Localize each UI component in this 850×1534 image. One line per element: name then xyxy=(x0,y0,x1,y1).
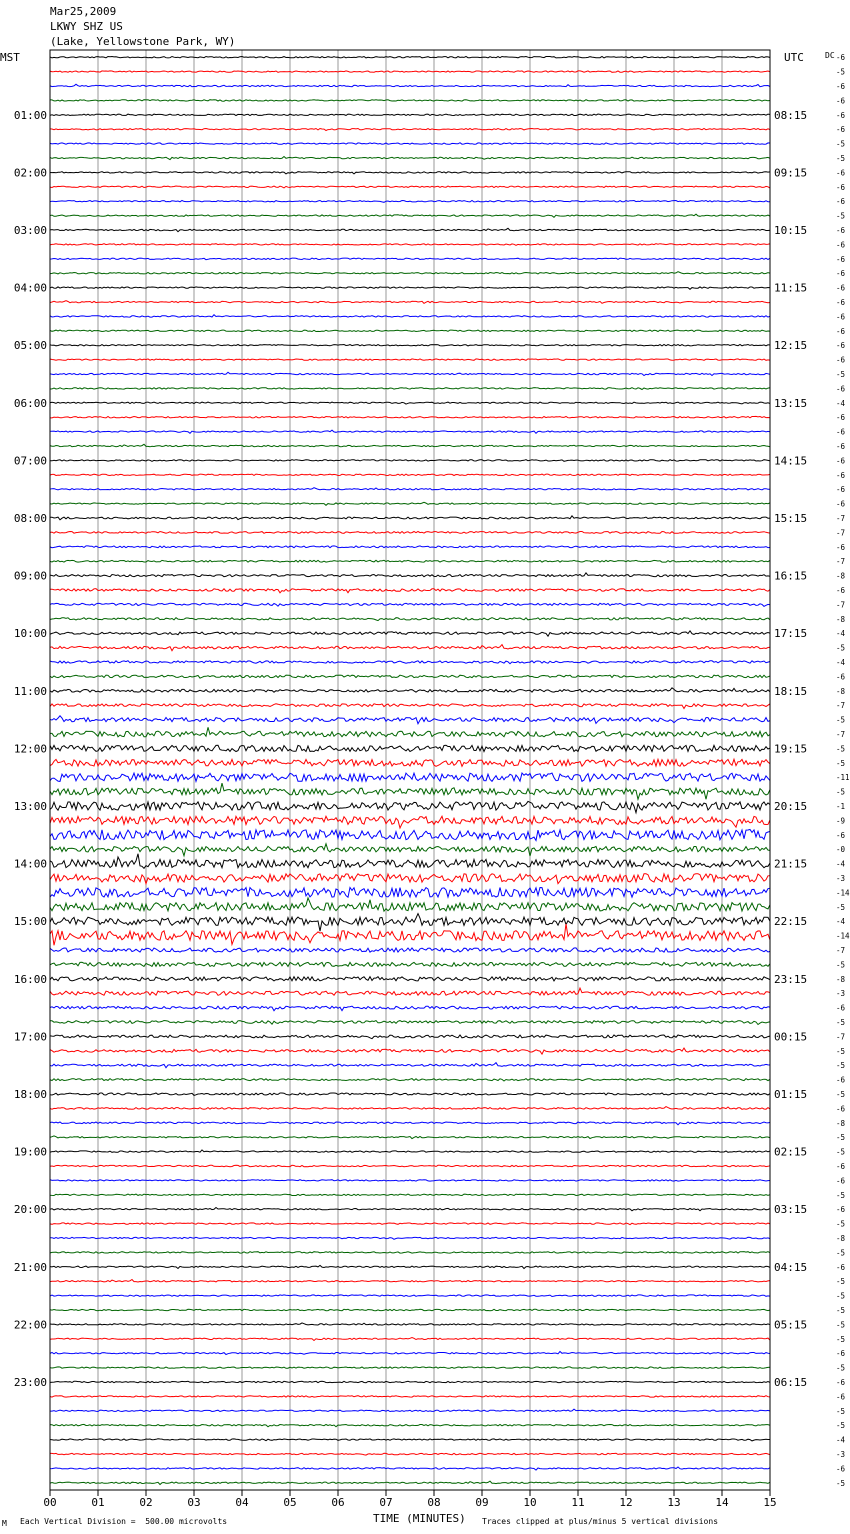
trace-82 xyxy=(50,1237,770,1239)
x-tick-label: 13 xyxy=(667,1496,681,1509)
dc-label: DC xyxy=(825,51,835,60)
right-hour-label: 05:15 xyxy=(774,1318,808,1332)
right-hour-label: 15:15 xyxy=(774,512,808,525)
dc-offset-label: -6 xyxy=(836,269,846,279)
dc-offset-label: -6 xyxy=(836,1003,846,1013)
dc-offset-label: -4 xyxy=(836,658,846,667)
left-hour-label: 01:00 xyxy=(13,108,47,122)
right-hour-label: 18:15 xyxy=(774,684,808,698)
dc-offset-label: -6 xyxy=(836,586,846,595)
dc-offset-label: -5 xyxy=(836,370,846,379)
dc-offset-label: -5 xyxy=(836,1291,846,1301)
left-hour-label: 08:00 xyxy=(13,512,47,525)
trace-70 xyxy=(50,1063,770,1068)
trace-24 xyxy=(50,402,770,404)
trace-19 xyxy=(50,330,770,331)
trace-71 xyxy=(50,1079,770,1081)
trace-26 xyxy=(50,430,770,433)
left-hour-label: 17:00 xyxy=(13,1030,47,1044)
trace-86 xyxy=(50,1295,770,1297)
trace-77 xyxy=(50,1165,770,1166)
trace-61 xyxy=(50,924,770,945)
trace-31 xyxy=(50,502,770,505)
trace-66 xyxy=(50,1006,770,1011)
trace-99 xyxy=(50,1481,770,1484)
trace-92 xyxy=(50,1381,770,1382)
right-hour-label: 10:15 xyxy=(774,224,808,237)
left-hour-label: 22:00 xyxy=(13,1318,47,1332)
trace-29 xyxy=(50,474,770,475)
dc-offset-label: -5 xyxy=(836,1147,846,1157)
trace-65 xyxy=(50,988,770,995)
dc-offset-label: -6 xyxy=(836,470,846,480)
trace-9 xyxy=(50,186,770,188)
left-hour-label: 07:00 xyxy=(13,454,47,468)
dc-offset-label: -5 xyxy=(836,1090,846,1099)
trace-94 xyxy=(50,1409,770,1411)
trace-84 xyxy=(50,1265,770,1268)
dc-offset-label: -5 xyxy=(836,1190,846,1200)
trace-25 xyxy=(50,416,770,418)
dc-offset-label: -8 xyxy=(836,1234,846,1243)
dc-offset-label: -4 xyxy=(836,859,846,869)
dc-offset-label: -6 xyxy=(836,82,846,91)
dc-offset-label: -6 xyxy=(836,456,846,466)
dc-offset-label: -6 xyxy=(836,96,846,106)
dc-offset-label: -8 xyxy=(836,1118,846,1128)
trace-64 xyxy=(50,977,770,981)
trace-98 xyxy=(50,1467,770,1470)
trace-90 xyxy=(50,1352,770,1355)
trace-33 xyxy=(50,532,770,534)
trace-1 xyxy=(50,71,770,72)
trace-23 xyxy=(50,388,770,390)
dc-offset-label: -0 xyxy=(836,845,846,855)
dc-offset-label: -6 xyxy=(836,197,846,207)
dc-offset-label: -6 xyxy=(836,485,846,495)
dc-offset-label: -5 xyxy=(836,1320,846,1330)
dc-offset-label: -6 xyxy=(836,226,846,235)
right-hour-label: 16:15 xyxy=(774,569,808,583)
dc-offset-label: -6 xyxy=(836,413,846,423)
left-hour-label: 23:00 xyxy=(13,1376,47,1389)
dc-offset-label: -6 xyxy=(836,355,846,365)
dc-offset-label: -6 xyxy=(836,125,846,135)
dc-offset-label: -5 xyxy=(836,154,846,163)
dc-offset-label: -5 xyxy=(836,1248,846,1258)
trace-18 xyxy=(50,315,770,317)
dc-offset-label: -5 xyxy=(836,1406,846,1416)
dc-offset-label: -7 xyxy=(836,946,846,955)
dc-offset-label: -11 xyxy=(836,773,850,783)
dc-offset-label: -6 xyxy=(836,1075,846,1085)
trace-97 xyxy=(50,1453,770,1455)
trace-0 xyxy=(50,57,770,58)
x-tick-label: 02 xyxy=(139,1496,153,1509)
right-hour-label: 11:15 xyxy=(774,281,808,295)
trace-91 xyxy=(50,1367,770,1368)
trace-59 xyxy=(50,898,770,911)
dc-offset-label: -5 xyxy=(836,1478,846,1488)
dc-offset-label: -3 xyxy=(836,989,846,999)
x-tick-label: 14 xyxy=(715,1496,729,1509)
trace-6 xyxy=(50,143,770,145)
trace-7 xyxy=(50,157,770,160)
dc-offset-label: -3 xyxy=(836,874,846,883)
trace-80 xyxy=(50,1208,770,1211)
right-hour-label: 21:15 xyxy=(774,857,808,871)
dc-offset-label: -7 xyxy=(836,1032,846,1042)
dc-offset-label: -6 xyxy=(836,1392,846,1402)
dc-offset-label: -6 xyxy=(836,254,846,264)
dc-offset-label: -1 xyxy=(836,802,846,811)
left-hour-label: 20:00 xyxy=(13,1203,47,1217)
right-hour-label: 13:15 xyxy=(774,396,808,410)
left-hour-label: 10:00 xyxy=(13,627,47,641)
right-hour-label: 00:15 xyxy=(774,1030,808,1044)
left-hour-label: 15:00 xyxy=(13,915,47,929)
left-hour-label: 06:00 xyxy=(13,396,47,410)
trace-83 xyxy=(50,1252,770,1254)
trace-52 xyxy=(50,801,770,812)
trace-43 xyxy=(50,675,770,678)
x-tick-label: 05 xyxy=(283,1496,297,1509)
trace-13 xyxy=(50,244,770,246)
time-grid xyxy=(98,50,722,1490)
dc-offset-label: -8 xyxy=(836,686,846,696)
trace-53 xyxy=(50,816,770,828)
plot-frame xyxy=(50,50,770,1490)
trace-50 xyxy=(50,773,770,781)
trace-41 xyxy=(50,645,770,651)
dc-offset-label: -6 xyxy=(836,1162,846,1171)
trace-42 xyxy=(50,661,770,664)
dc-offset-label: -6 xyxy=(836,1104,846,1114)
trace-48 xyxy=(50,745,770,751)
trace-57 xyxy=(50,874,770,884)
dc-offset-label: -6 xyxy=(836,1349,846,1359)
trace-87 xyxy=(50,1309,770,1310)
dc-offset-label: -5 xyxy=(836,1277,846,1287)
right-hour-label: 01:15 xyxy=(774,1088,808,1101)
header-location: (Lake, Yellowstone Park, WY) xyxy=(50,35,236,48)
dc-offset-label: -7 xyxy=(836,528,846,538)
trace-4 xyxy=(50,114,770,116)
left-hour-label: 09:00 xyxy=(13,569,47,583)
dc-offset-label: -6 xyxy=(836,672,846,682)
dc-offset-label: -9 xyxy=(836,816,846,826)
dc-offset-label: -6 xyxy=(836,1378,846,1387)
right-hour-label: 23:15 xyxy=(774,972,808,986)
dc-offset-label: -14 xyxy=(836,888,850,898)
trace-93 xyxy=(50,1396,770,1397)
trace-56 xyxy=(50,854,770,869)
dc-offset-label: -6 xyxy=(836,312,846,322)
trace-51 xyxy=(50,783,770,799)
axis-labels xyxy=(14,53,850,1509)
left-hour-label: 11:00 xyxy=(13,684,47,698)
left-hour-label: 14:00 xyxy=(13,857,47,871)
x-tick-label: 08 xyxy=(427,1496,441,1509)
trace-74 xyxy=(50,1122,770,1125)
left-hour-label: 02:00 xyxy=(13,166,47,180)
right-timezone: UTC xyxy=(784,51,804,64)
x-tick-label: 06 xyxy=(331,1496,345,1509)
trace-37 xyxy=(50,589,770,593)
dc-offset-label: -5 xyxy=(836,715,846,725)
trace-34 xyxy=(50,546,770,548)
trace-75 xyxy=(50,1136,770,1139)
right-hour-label: 20:15 xyxy=(774,800,808,813)
dc-offset-label: -5 xyxy=(836,1219,846,1229)
trace-15 xyxy=(50,272,770,274)
dc-offset-label: -8 xyxy=(836,571,846,581)
dc-offset-label: -5 xyxy=(836,902,846,912)
dc-offset-label: -6 xyxy=(836,240,846,250)
right-hour-label: 17:15 xyxy=(774,627,808,641)
left-hour-label: 12:00 xyxy=(13,742,47,756)
dc-offset-label: -5 xyxy=(836,211,846,221)
left-hour-label: 03:00 xyxy=(13,224,47,237)
trace-54 xyxy=(50,830,770,841)
right-hour-label: 03:15 xyxy=(774,1203,808,1217)
dc-offset-label: -3 xyxy=(836,1450,846,1459)
right-hour-label: 08:15 xyxy=(774,108,808,122)
dc-offset-label: -6 xyxy=(836,499,846,509)
clip-note: Traces clipped at plus/minus 5 vertical divisions xyxy=(482,1517,719,1526)
trace-28 xyxy=(50,460,770,462)
dc-offset-label: -7 xyxy=(836,600,846,610)
trace-68 xyxy=(50,1035,770,1039)
trace-3 xyxy=(50,100,770,102)
trace-8 xyxy=(50,172,770,174)
dc-offset-label: -6 xyxy=(836,326,846,336)
trace-14 xyxy=(50,258,770,260)
dc-offset-label: -4 xyxy=(836,398,846,408)
trace-85 xyxy=(50,1280,770,1283)
left-hour-label: 21:00 xyxy=(13,1260,47,1274)
dc-offset-label: -14 xyxy=(836,931,850,941)
dc-offset-label: -5 xyxy=(836,1421,846,1431)
footer-mark: M xyxy=(2,1519,7,1528)
trace-73 xyxy=(50,1107,770,1110)
trace-69 xyxy=(50,1048,770,1054)
trace-12 xyxy=(50,228,770,231)
footer-scale: Each Vertical Division = 500.00 microvolts xyxy=(20,1517,228,1526)
dc-offset-label: -5 xyxy=(836,1018,846,1027)
dc-offset-label: -4 xyxy=(836,629,846,639)
dc-offset-label: -5 xyxy=(836,1061,846,1071)
trace-20 xyxy=(50,345,770,346)
dc-offset-label: -6 xyxy=(836,182,846,192)
dc-offset-label: -6 xyxy=(836,830,846,840)
trace-62 xyxy=(50,948,770,952)
header-date: Mar25,2009 xyxy=(50,5,117,18)
x-tick-label: 09 xyxy=(475,1496,489,1509)
x-tick-label: 01 xyxy=(91,1496,105,1509)
left-hour-label: 18:00 xyxy=(13,1088,47,1101)
trace-67 xyxy=(50,1021,770,1025)
trace-49 xyxy=(50,759,770,766)
trace-44 xyxy=(50,688,770,693)
right-hour-label: 22:15 xyxy=(774,915,808,929)
dc-offset-label: -5 xyxy=(836,139,846,149)
seismic-traces xyxy=(50,57,770,1485)
dc-offset-label: -6 xyxy=(836,283,846,293)
dc-offset-label: -6 xyxy=(836,542,846,552)
x-tick-label: 12 xyxy=(619,1496,633,1509)
right-hour-label: 09:15 xyxy=(774,166,808,180)
dc-offset-label: -7 xyxy=(836,730,846,739)
right-hour-label: 14:15 xyxy=(774,454,808,468)
trace-21 xyxy=(50,359,770,360)
dc-offset-label: -6 xyxy=(836,427,846,437)
x-axis-title: TIME (MINUTES) xyxy=(373,1512,466,1525)
trace-45 xyxy=(50,704,770,709)
left-hour-label: 04:00 xyxy=(13,281,47,295)
trace-39 xyxy=(50,618,770,621)
trace-27 xyxy=(50,444,770,447)
trace-16 xyxy=(50,287,770,289)
left-hour-label: 19:00 xyxy=(13,1145,47,1159)
trace-35 xyxy=(50,560,770,562)
trace-88 xyxy=(50,1323,770,1325)
dc-offset-label: -6 xyxy=(836,1176,846,1186)
dc-offset-label: -6 xyxy=(836,53,846,63)
trace-32 xyxy=(50,516,770,520)
trace-38 xyxy=(50,603,770,606)
dc-offset-label: -8 xyxy=(836,614,846,624)
trace-79 xyxy=(50,1194,770,1195)
x-tick-label: 04 xyxy=(235,1496,249,1509)
trace-60 xyxy=(50,914,770,932)
left-timezone: MST xyxy=(0,51,20,64)
dc-offset-label: -6 xyxy=(836,341,846,351)
left-hour-label: 13:00 xyxy=(13,800,47,813)
dc-offset-label: -7 xyxy=(836,514,846,523)
trace-40 xyxy=(50,631,770,636)
dc-offset-label: -5 xyxy=(836,744,846,754)
trace-30 xyxy=(50,488,770,490)
dc-offset-label: -6 xyxy=(836,298,846,307)
header-station: LKWY SHZ US xyxy=(50,20,123,33)
right-hour-label: 02:15 xyxy=(774,1145,808,1159)
dc-offset-label: -5 xyxy=(836,1363,846,1373)
dc-offset-label: -5 xyxy=(836,1334,846,1344)
dc-offset-label: -8 xyxy=(836,974,846,984)
trace-95 xyxy=(50,1424,770,1426)
trace-58 xyxy=(50,888,770,898)
x-tick-label: 11 xyxy=(571,1496,585,1509)
dc-offset-label: -7 xyxy=(836,557,846,567)
trace-89 xyxy=(50,1338,770,1341)
dc-offset-label: -4 xyxy=(836,1435,846,1445)
dc-offset-label: -6 xyxy=(836,1464,846,1474)
x-tick-label: 15 xyxy=(763,1496,777,1509)
left-hour-label: 16:00 xyxy=(13,972,47,986)
dc-offset-label: -6 xyxy=(836,168,846,178)
trace-10 xyxy=(50,201,770,203)
right-hour-label: 12:15 xyxy=(774,339,808,353)
trace-5 xyxy=(50,129,770,131)
dc-offset-label: -5 xyxy=(836,1046,846,1056)
dc-offset-label: -6 xyxy=(836,384,846,394)
right-hour-label: 06:15 xyxy=(774,1376,808,1389)
right-hour-label: 19:15 xyxy=(774,742,808,756)
dc-offset-label: -6 xyxy=(836,110,846,120)
trace-72 xyxy=(50,1093,770,1095)
left-hour-label: 05:00 xyxy=(13,339,47,353)
trace-76 xyxy=(50,1150,770,1152)
trace-81 xyxy=(50,1223,770,1225)
dc-offset-label: -5 xyxy=(836,1306,846,1315)
dc-offset-label: -5 xyxy=(836,67,846,77)
dc-offset-label: -5 xyxy=(836,643,846,653)
dc-offset-label: -5 xyxy=(836,758,846,768)
dc-offset-label: -5 xyxy=(836,787,846,797)
x-tick-label: 10 xyxy=(523,1496,537,1509)
x-tick-label: 00 xyxy=(43,1496,57,1509)
dc-offset-label: -5 xyxy=(836,1133,846,1143)
trace-22 xyxy=(50,372,770,375)
dc-offset-label: -4 xyxy=(836,917,846,927)
trace-17 xyxy=(50,301,770,304)
dc-offset-label: -5 xyxy=(836,960,846,970)
trace-2 xyxy=(50,84,770,86)
trace-78 xyxy=(50,1180,770,1181)
trace-47 xyxy=(50,727,770,737)
trace-11 xyxy=(50,214,770,217)
right-hour-label: 04:15 xyxy=(774,1260,808,1274)
x-tick-label: 03 xyxy=(187,1496,201,1509)
trace-96 xyxy=(50,1439,770,1441)
trace-55 xyxy=(50,844,770,856)
x-tick-label: 07 xyxy=(379,1496,393,1509)
dc-offset-label: -6 xyxy=(836,1205,846,1215)
dc-offset-label: -6 xyxy=(836,442,846,451)
trace-63 xyxy=(50,962,770,966)
dc-offset-label: -6 xyxy=(836,1262,846,1272)
dc-offset-label: -7 xyxy=(836,701,846,711)
trace-46 xyxy=(50,716,770,724)
trace-36 xyxy=(50,573,770,577)
